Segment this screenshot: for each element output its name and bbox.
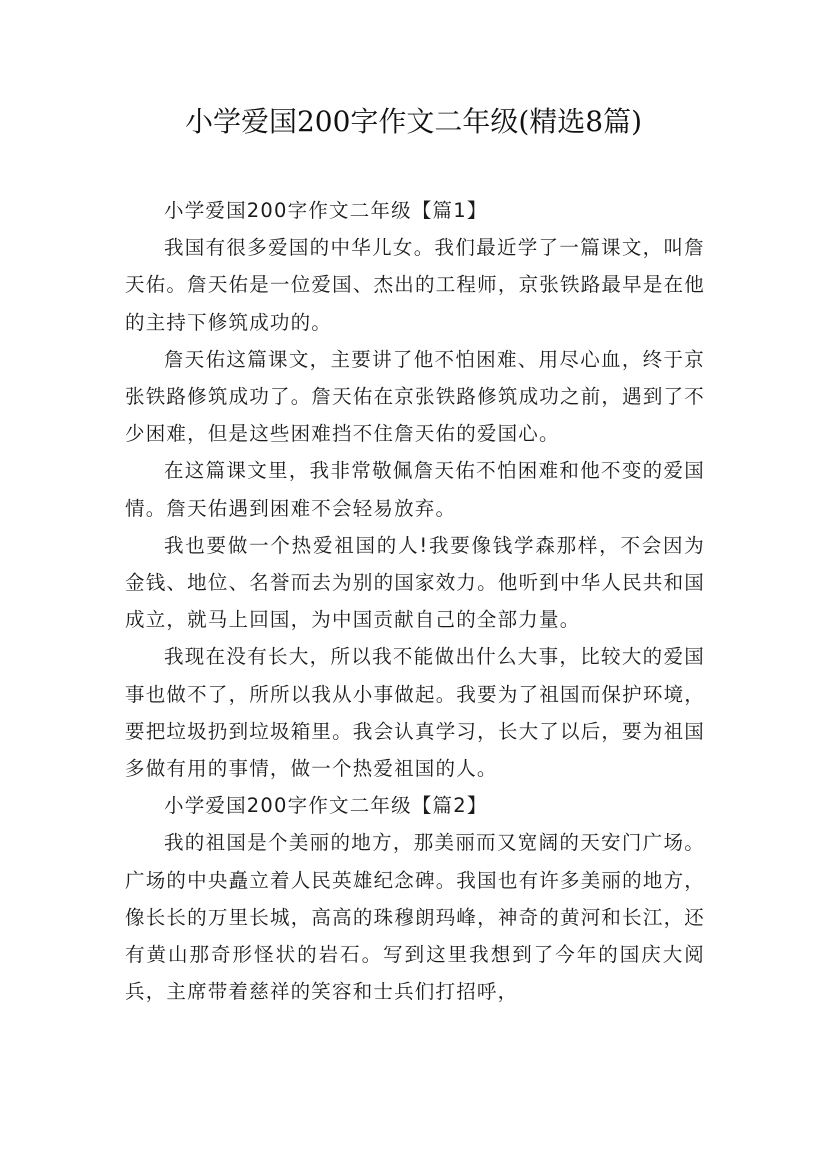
paragraph: 我也要做一个热爱祖国的人!我要像钱学森那样，不会因为金钱、地位、名誉而去为别的国家效力。他听到中华人民共和国成立，就马上回国，为中国贡献自己的全部力量。 bbox=[125, 533, 705, 632]
document-title: 小学爱国200字作文二年级(精选8篇) bbox=[184, 105, 643, 138]
paragraph: 我国有很多爱国的中华儿女。我们最近学了一篇课文，叫詹天佑。詹天佑是一位爱国、杰出的工程师，京张铁路最早是在他的主持下修筑成功的。 bbox=[125, 236, 705, 334]
paragraph: 我现在没有长大，所以我不能做出什么大事，比较大的爱国事也做不了，所所以我从小事做起。我要为了祖国而保护环境，要把垃圾扔到垃圾箱里。我会认真学习，长大了以后，要为祖国多做有用的事情，做一个热爱祖国的人。 bbox=[125, 645, 705, 781]
section-heading-2: 小学爱国200字作文二年级【篇2】 bbox=[164, 794, 488, 818]
paragraph: 詹天佑这篇课文，主要讲了他不怕困难、用尽心血，终于京张铁路修筑成功了。詹天佑在京张铁路修筑成功之前，遇到了不少困难，但是这些困难挡不住詹天佑的爱国心。 bbox=[125, 347, 705, 446]
document-body bbox=[125, 192, 705, 1010]
paragraph: 我的祖国是个美丽的地方，那美丽而又宽阔的天安门广场。广场的中央矗立着人民英雄纪念碑。我国也有许多美丽的地方，像长长的万里长城，高高的珠穆朗玛峰，神奇的黄河和长江，还有黄山那奇形怪状的岩石。写到这里我想到了今年的国庆大阅兵，主席带着慈祥的笑容和士兵们打招呼， bbox=[125, 831, 705, 1004]
section-heading-1: 小学爱国200字作文二年级【篇1】 bbox=[164, 199, 488, 222]
paragraph: 在这篇课文里，我非常敬佩詹天佑不怕困难和他不变的爱国情。詹天佑遇到困难不会轻易放弃。 bbox=[125, 459, 705, 520]
